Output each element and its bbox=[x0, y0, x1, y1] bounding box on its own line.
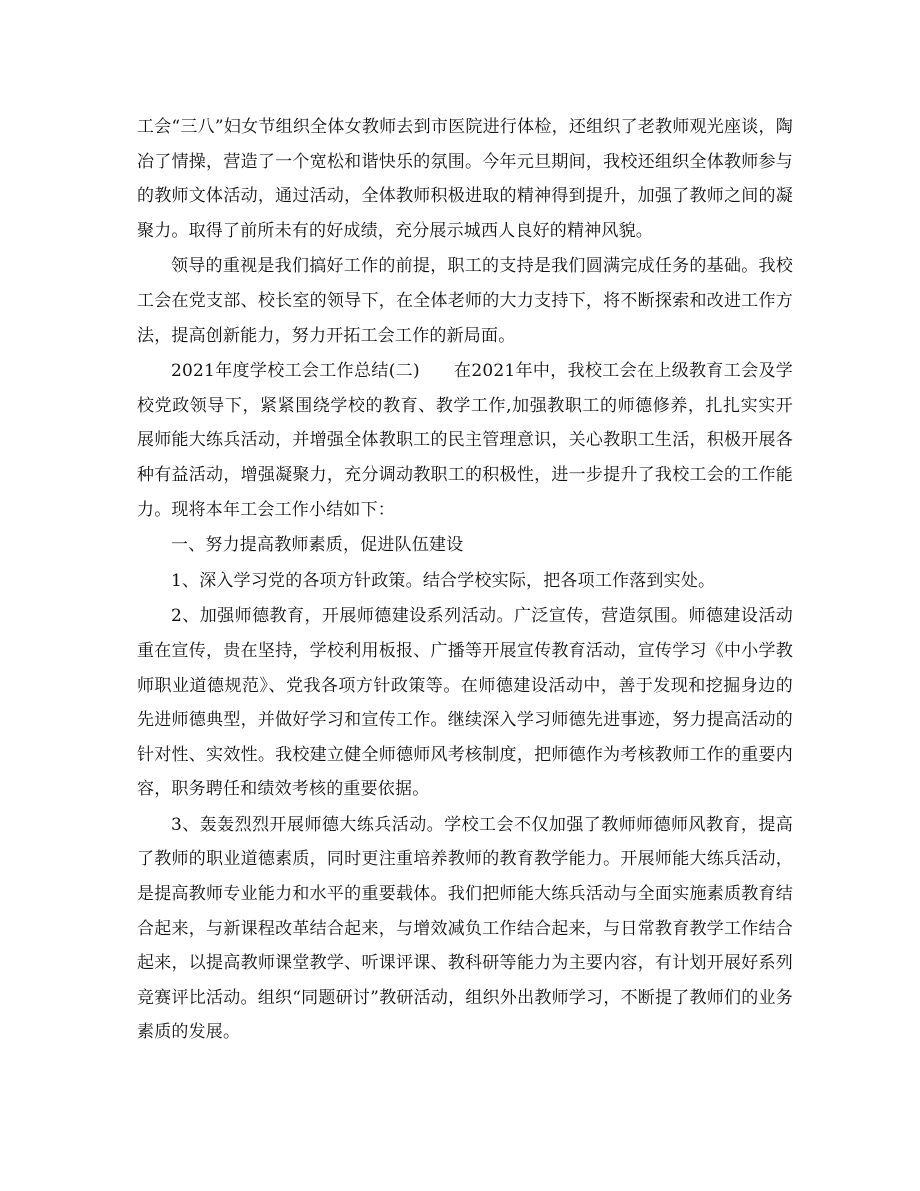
paragraph-2-text: 领导的重视是我们搞好工作的前提，职工的支持是我们圆满完成任务的基础。我校工会在党支部、校长室的领导下，在全体老师的大力支持下，将不断探索和改进工作方法，提高创新能力，努力开拓工会工作的新局面。 bbox=[137, 256, 793, 346]
paragraph-4-text: 一、努力提高教师素质，促进队伍建设 bbox=[171, 535, 464, 556]
paragraph-6-text: 2、加强师德教育，开展师德建设系列活动。广泛宣传，营造氛围。师德建设活动重在宣传，贵在坚持，学校利用板报、广播等开展宣传教育活动，宣传学习《中小学教师职业道德规范》、党我各项方针政策等。在师德建设活动中，善于发现和挖掘身边的先进师德典型，并做好学习和宣传工作。继续深入学习师德先进事迹，努力提高活动的针对性、实效性。我校建立健全师德师风考核制度，把师德作为考核教师工作的重要内容，职务聘任和绩效考核的重要依据。 bbox=[137, 606, 793, 800]
paragraph-5 bbox=[137, 564, 793, 599]
paragraph-2 bbox=[137, 249, 793, 353]
paragraph-3-text: 在2021年中，我校工会在上级教育工会及学校党政领导下，紧紧围绕学校的教育、教学工作,加强教职工的师德修养，扎扎实实开展师能大练兵活动，并增强全体教职工的民主管理意识，关心教职工生活，积极开展各种有益活动，增强凝聚力，充分调动教职工的积极性，进一步提升了我校工会的工作能力。现将本年工会工作小结如下： bbox=[137, 361, 793, 520]
paragraph-5-text: 1、深入学习党的各项方针政策。结合学校实际，把各项工作落到实处。 bbox=[171, 570, 716, 591]
document-body bbox=[137, 110, 793, 1050]
paragraph-7-text: 3、轰轰烈烈开展师德大练兵活动。学校工会不仅加强了教师师德师风教育，提高了教师的职业道德素质，同时更注重培养教师的教育教学能力。开展师能大练兵活动，是提高教师专业能力和水平的重要载体。我们把师能大练兵活动与全面实施素质教育结合起来，与新课程改革结合起来，与增效减负工作结合起来，与日常教育教学工作结合起来，以提高教师课堂教学、听课评课、教科研等能力为主要内容，有计划开展好系列竞赛评比活动。组织“同题研讨”教研活动，组织外出教师学习，不断提了教师们的业务素质的发展。 bbox=[137, 814, 793, 1043]
paragraph-3 bbox=[137, 354, 793, 527]
paragraph-4 bbox=[137, 528, 793, 563]
paragraph-1 bbox=[137, 110, 793, 248]
paragraph-1-text: 工会“三八”妇女节组织全体女教师去到市医院进行体检，还组织了老教师观光座谈，陶冶了情操，营造了一个宽松和谐快乐的氛围。今年元旦期间，我校还组织全体教师参与的教师文体活动，通过活动，全体教师积极进取的精神得到提升，加强了教师之间的凝聚力。取得了前所未有的好成绩，充分展示城西人良好的精神风貌。 bbox=[137, 117, 793, 241]
paragraph-7 bbox=[137, 808, 793, 1050]
section-heading: 2021年度学校工会工作总结(二) bbox=[171, 361, 420, 382]
paragraph-6 bbox=[137, 599, 793, 807]
